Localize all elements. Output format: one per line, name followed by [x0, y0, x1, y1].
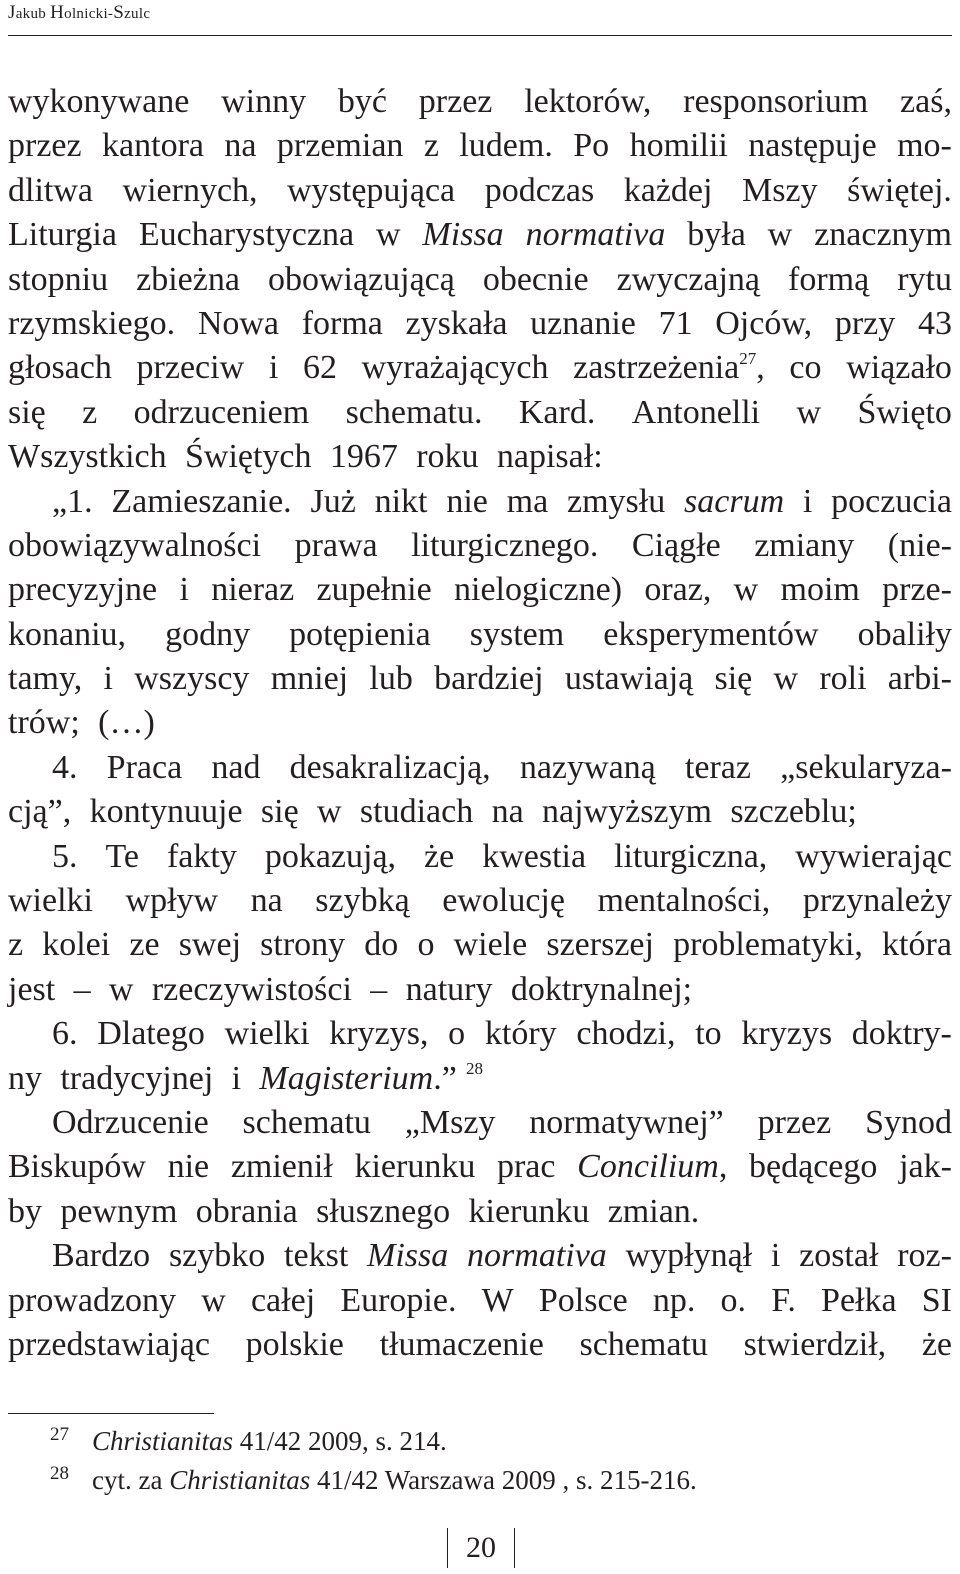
italic-term: Magisterium: [259, 1059, 434, 1097]
text-line: obowiązywalności prawa liturgicznego. Ciągłe zmiany (nie-: [8, 526, 952, 564]
text-line: ny tradycyjnej i Magisterium.” $^{28}$: [8, 1059, 483, 1097]
body-text: [8, 80, 952, 1367]
text-line: konaniu, godny potępienia system eksperymentów obaliły: [8, 615, 952, 653]
header-rule: [8, 35, 952, 36]
text-line: „1. Zamieszanie. Już nikt nie ma zmysłu sacrum i poczucia: [52, 482, 952, 520]
footnote-number: 27: [50, 1424, 69, 1445]
footnote-ref: 27: [739, 349, 757, 369]
italic-term: Missa: [422, 216, 504, 254]
italic-term: Concilium: [577, 1148, 719, 1186]
italic-term: Missa: [367, 1237, 449, 1275]
text-line: z kolei ze swej strony do o wiele szerszej problematyki, która: [8, 926, 952, 964]
text-line: dlitwa wiernych, występująca podczas każdej Mszy świętej.: [8, 171, 952, 209]
text-line: tamy, i wszyscy mniej lub bardziej ustawiają się w roli arbi-: [8, 660, 952, 698]
text-line: precyzyjne i nieraz zupełnie nielogiczne) oraz, w moim prze-: [8, 571, 952, 609]
text-line: stopniu zbieżna obowiązującą obecnie zwyczajną formą rytu: [8, 260, 952, 298]
text-line: trów; (…): [8, 704, 155, 742]
text-line: 4. Praca nad desakralizacją, nazywaną teraz „sekularyza-: [52, 748, 952, 786]
text-line: przedstawiając polskie tłumaczenie schematu stwierdził, że: [8, 1325, 952, 1363]
footnote-prefix: cyt. za: [92, 1465, 170, 1495]
text-line: Bardzo szybko tekst Missa normativa wypłynął i został roz-: [52, 1237, 952, 1275]
italic-term: normativa: [525, 216, 666, 254]
footnote-27: [50, 1424, 447, 1457]
text-line: się z odrzuceniem schematu. Kard. Antonelli w Święto: [8, 393, 952, 431]
text-line: jest – w rzeczywistości – natury doktrynalnej;: [8, 970, 693, 1008]
footnote-text: 41/42 Warszawa 2009 , s. 215-216.: [310, 1465, 697, 1495]
text-line: Liturgia Eucharystyczna w Missa normativa była w znacznym: [8, 216, 952, 254]
text-line: by pewnym obrania słusznego kierunku zmian.: [8, 1192, 700, 1230]
footnote-separator: [8, 1413, 214, 1414]
text-line: Wszystkich Świętych 1967 roku napisał:: [8, 438, 603, 476]
text-line: cją”, kontynuuje się w studiach na najwyższym szczeblu;: [8, 793, 857, 831]
text-line: wielki wpływ na szybką ewolucję mentalności, przynależy: [8, 882, 952, 920]
footnote-28: [50, 1463, 697, 1496]
text-line: przez kantora na przemian z ludem. Po homilii następuje mo-: [8, 127, 952, 165]
text-line: wykonywane winny być przez lektorów, responsorium zaś,: [8, 83, 952, 120]
footnote-title: Christianitas: [169, 1465, 311, 1495]
page-number: 20: [447, 1528, 515, 1568]
text-line: Biskupów nie zmienił kierunku prac Concilium, będącego jak-: [8, 1148, 952, 1186]
running-head: Jakub Holnicki-Szulc: [8, 2, 151, 23]
text-line: 6. Dlatego wielki kryzys, o który chodzi, to kryzys doktry-: [52, 1015, 952, 1053]
italic-term: normativa: [467, 1237, 607, 1275]
footnote-title: Christianitas: [92, 1426, 234, 1456]
text-line: rzymskiego. Nowa forma zyskała uznanie 71 Ojców, przy 43: [8, 304, 952, 342]
footnote-number: 28: [50, 1463, 69, 1484]
text-line: głosach przeciw i 62 wyrażających zastrzeżenia$^{27}$, co wiązało: [8, 349, 952, 387]
text-line: 5. Te fakty pokazują, że kwestia liturgiczna, wywierając: [52, 837, 952, 875]
text-line: Odrzucenie schematu „Mszy normatywnej” przez Synod: [52, 1103, 952, 1141]
text-line: prowadzony w całej Europie. W Polsce np. o. F. Pełka SI: [8, 1281, 952, 1319]
footnote-text: 41/42 2009, s. 214.: [233, 1426, 447, 1456]
italic-term: sacrum: [684, 482, 785, 520]
footnote-ref: 28: [465, 1059, 483, 1079]
